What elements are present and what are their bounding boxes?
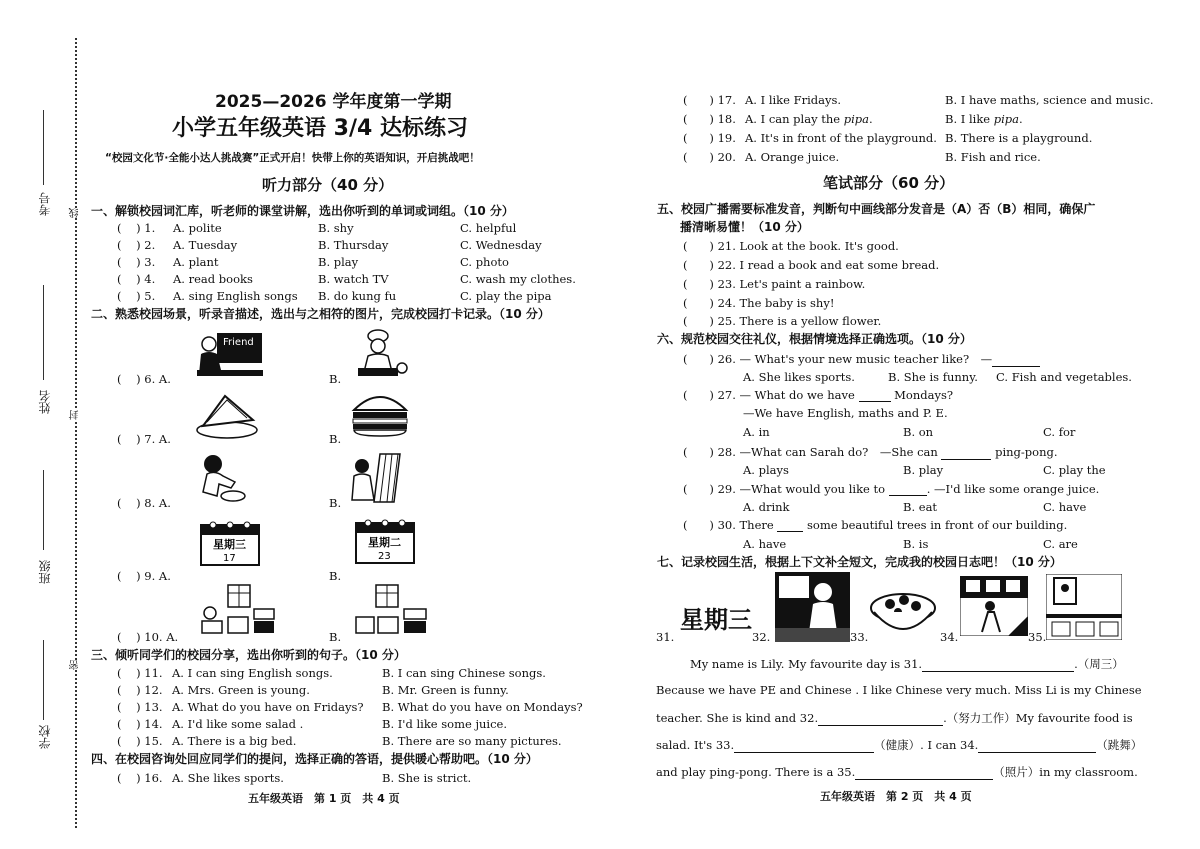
option-b[interactable]: B. bbox=[329, 569, 342, 583]
section-6-title: 六、规范校园交往礼仪，根据情境选择正确选项。（10 分） bbox=[657, 332, 972, 346]
option-a[interactable]: A. I can play the pipa. bbox=[745, 112, 873, 126]
question-row[interactable]: ( ) 22. I read a book and eat some bread. bbox=[683, 258, 940, 272]
option-a[interactable]: A. Mrs. Green is young. bbox=[172, 683, 310, 697]
question-number: ( ) 14. bbox=[117, 717, 163, 731]
question-number: ( ) 18. bbox=[683, 112, 736, 126]
question-number: ( ) 5. bbox=[117, 289, 156, 303]
option-b[interactable]: B. do kung fu bbox=[318, 289, 397, 303]
question-number: ( ) 16. bbox=[117, 771, 163, 785]
question-number: ( ) 8. A. bbox=[117, 496, 171, 510]
option-c[interactable]: C. play the pipa bbox=[460, 289, 552, 303]
option-c[interactable]: C. wash my clothes. bbox=[460, 272, 576, 286]
option-b[interactable]: B. There are so many pictures. bbox=[382, 734, 562, 748]
picture-number: 32. bbox=[752, 630, 771, 644]
option-a[interactable]: A. What do you have on Fridays? bbox=[172, 700, 364, 714]
section-1-title: 一、解锁校园词汇库，听老师的课堂讲解，选出你听到的单词或词组。（10 分） bbox=[91, 204, 514, 218]
option-b[interactable]: B. shy bbox=[318, 221, 354, 235]
seal-char: 封 bbox=[70, 410, 81, 420]
option-b[interactable]: B. bbox=[329, 372, 342, 386]
option-a[interactable]: A. plays bbox=[743, 463, 789, 477]
option-c[interactable]: C. play the bbox=[1043, 463, 1106, 477]
classroom-photo-picture[interactable] bbox=[1046, 574, 1122, 640]
question-number: ( ) 9. A. bbox=[117, 569, 171, 583]
passage-line-4: salad. It's 33. （健康）. I can 34. （跳舞） bbox=[656, 738, 1143, 752]
page-footer-1: 五年级英语 第 1 页 共 4 页 bbox=[248, 792, 400, 805]
option-b[interactable]: B. Thursday bbox=[318, 238, 389, 252]
section-2-title: 二、熟悉校园场景，听录音描述，选出与之相符的图片，完成校园打卡记录。（10 分） bbox=[91, 307, 550, 321]
written-heading: 笔试部分（60 分） bbox=[823, 174, 955, 192]
option-b[interactable]: B. She is strict. bbox=[382, 771, 472, 785]
option-b[interactable]: B. There is a playground. bbox=[945, 131, 1093, 145]
option-a[interactable]: A. have bbox=[743, 537, 787, 551]
question-number: ( ) 20. bbox=[683, 150, 736, 164]
question-number: ( ) 7. A. bbox=[117, 432, 171, 446]
school-year: 2025—2026 学年度第一学期 bbox=[215, 92, 452, 112]
seal-char: 密 bbox=[70, 660, 81, 670]
option-b[interactable]: B. bbox=[329, 432, 342, 446]
school-blank bbox=[43, 640, 44, 720]
binding-line bbox=[75, 38, 77, 828]
option-b[interactable]: B. on bbox=[903, 425, 934, 439]
question-number: ( ) 2. bbox=[117, 238, 156, 252]
option-b[interactable]: B. I like pipa. bbox=[945, 112, 1023, 126]
weekday-picture: 星期三 bbox=[680, 606, 752, 634]
question-number: ( ) 10. A. bbox=[117, 630, 179, 644]
question-number: ( ) 12. bbox=[117, 683, 163, 697]
passage-line-5: and play ping-pong. There is a 35. （照片）in my classroom. bbox=[656, 765, 1138, 779]
sandwich-picture[interactable] bbox=[195, 390, 260, 440]
question-number: ( ) 19. bbox=[683, 131, 736, 145]
option-c[interactable]: C. are bbox=[1043, 537, 1078, 551]
section-7-title: 七、记录校园生活，根据上下文补全短文，完成我的校园日志吧！（10 分） bbox=[657, 555, 1062, 569]
option-c[interactable]: C. Fish and vegetables. bbox=[996, 370, 1132, 384]
option-b[interactable]: B. play bbox=[903, 463, 944, 477]
teacher-blackboard-picture[interactable] bbox=[195, 330, 265, 378]
question-row[interactable]: ( ) 30. There some beautiful trees in front of our building. bbox=[683, 518, 1068, 532]
section-4-title: 四、在校园咨询处回应同学们的提问，选择正确的答语，提供暖心帮助吧。（10 分） bbox=[91, 752, 538, 766]
question-number: ( ) 1. bbox=[117, 221, 156, 235]
question-number: ( ) 4. bbox=[117, 272, 156, 286]
bedroom-furniture-picture[interactable] bbox=[198, 583, 278, 635]
option-b[interactable]: B. She is funny. bbox=[888, 370, 978, 384]
option-c[interactable]: C. have bbox=[1043, 500, 1087, 514]
picture-number: 31. bbox=[656, 630, 675, 644]
option-b[interactable]: B. I have maths, science and music. bbox=[945, 93, 1154, 107]
option-c[interactable]: C. Wednesday bbox=[460, 238, 542, 252]
option-a[interactable]: A. Tuesday bbox=[173, 238, 238, 252]
question-row[interactable]: ( ) 27. — What do we have Mondays? bbox=[683, 388, 954, 402]
picture-number: 34. bbox=[940, 630, 959, 644]
question-row[interactable]: ( ) 23. Let's paint a rainbow. bbox=[683, 277, 866, 291]
question-row[interactable]: ( ) 21. Look at the book. It's good. bbox=[683, 239, 899, 253]
option-a[interactable]: A. I like Fridays. bbox=[745, 93, 842, 107]
option-a[interactable]: A. There is a big bed. bbox=[172, 734, 297, 748]
option-a[interactable]: A. I can sing English songs. bbox=[172, 666, 333, 680]
question-row[interactable]: ( ) 24. The baby is shy! bbox=[683, 296, 835, 310]
option-a[interactable]: A. It's in front of the playground. bbox=[745, 131, 937, 145]
page-footer-2: 五年级英语 第 2 页 共 4 页 bbox=[820, 790, 972, 803]
option-a[interactable]: A. drink bbox=[743, 500, 790, 514]
option-b[interactable]: B. I can sing Chinese songs. bbox=[382, 666, 546, 680]
question-number: ( ) 17. bbox=[683, 93, 736, 107]
class-label: 班级 bbox=[38, 560, 52, 584]
question-row[interactable]: ( ) 26. — What's your new music teacher like? — bbox=[683, 351, 1040, 367]
hamburger-picture[interactable] bbox=[350, 388, 410, 438]
option-a[interactable]: A. I'd like some salad . bbox=[172, 717, 304, 731]
teacher-working-picture[interactable] bbox=[775, 572, 850, 642]
option-c[interactable]: C. for bbox=[1043, 425, 1076, 439]
option-b[interactable]: B. Mr. Green is funny. bbox=[382, 683, 509, 697]
calendar-day: 星期二 bbox=[368, 536, 401, 549]
question-number: ( ) 13. bbox=[117, 700, 163, 714]
option-a[interactable]: A. She likes sports. bbox=[172, 771, 284, 785]
page-title: 小学五年级英语 3/4 达标练习 bbox=[172, 116, 468, 141]
question-row[interactable]: ( ) 25. There is a yellow flower. bbox=[683, 314, 882, 328]
calendar-tuesday-picture[interactable] bbox=[350, 515, 420, 567]
school-label: 学校 bbox=[38, 725, 52, 749]
bedroom-furniture-picture[interactable] bbox=[352, 583, 432, 635]
option-b[interactable]: B. What do you have on Mondays? bbox=[382, 700, 583, 714]
option-a[interactable]: A. polite bbox=[173, 221, 222, 235]
picture-number: 35. bbox=[1028, 630, 1047, 644]
passage-line-3: teacher. She is kind and 32. .（努力工作）My favourite food is bbox=[656, 711, 1133, 725]
calendar-day: 星期三 bbox=[213, 538, 246, 551]
exam-no-blank bbox=[43, 110, 44, 185]
option-b[interactable]: B. bbox=[329, 496, 342, 510]
seal-char: 线 bbox=[70, 208, 81, 218]
painting-picture[interactable] bbox=[350, 450, 410, 505]
section-5-title-cont: 播清晰易懂！（10 分） bbox=[680, 220, 809, 234]
option-b[interactable]: B. Fish and rice. bbox=[945, 150, 1041, 164]
passage-line-2: Because we have PE and Chinese . I like Chinese very much. Miss Li is my Chinese bbox=[656, 683, 1142, 697]
slogan: “校园文化节·全能小达人挑战赛”正式开启！快带上你的英语知识，开启挑战吧！ bbox=[105, 152, 480, 164]
section-3-title: 三、倾听同学们的校园分享，选出你听到的句子。（10 分） bbox=[91, 648, 406, 662]
name-blank bbox=[43, 285, 44, 380]
board-text: Friend bbox=[223, 337, 254, 348]
class-blank bbox=[43, 470, 44, 550]
option-a[interactable]: A. in bbox=[743, 425, 770, 439]
question-row[interactable]: ( ) 29. —What would you like to . —I'd like some orange juice. bbox=[683, 482, 1100, 496]
washing-picture[interactable] bbox=[195, 452, 250, 504]
option-b[interactable]: B. play bbox=[318, 255, 359, 269]
question-number: ( ) 11. bbox=[117, 666, 163, 680]
calendar-date: 23 bbox=[378, 551, 391, 562]
section-5-title: 五、校园广播需要标准发音，判断句中画线部分发音是（A）否（B）相同，确保广 bbox=[657, 202, 1096, 216]
option-a[interactable]: A. sing English songs bbox=[173, 289, 298, 303]
option-a[interactable]: A. plant bbox=[173, 255, 219, 269]
answer-line: —We have English, maths and P. E. bbox=[743, 406, 948, 420]
option-b[interactable]: B. I'd like some juice. bbox=[382, 717, 508, 731]
option-b[interactable]: B. watch TV bbox=[318, 272, 389, 286]
option-b[interactable]: B. bbox=[329, 630, 342, 644]
question-number: ( ) 3. bbox=[117, 255, 156, 269]
calendar-wednesday-picture[interactable] bbox=[195, 517, 265, 569]
picture-number: 33. bbox=[850, 630, 869, 644]
option-a[interactable]: A. read books bbox=[173, 272, 253, 286]
option-a[interactable]: A. She likes sports. bbox=[743, 370, 855, 384]
question-row[interactable]: ( ) 28. —What can Sarah do? —She can ping-pong. bbox=[683, 445, 1058, 459]
dancing-picture[interactable] bbox=[960, 576, 1028, 636]
exam-no-label: 考号 bbox=[38, 192, 52, 216]
option-b[interactable]: B. is bbox=[903, 537, 929, 551]
salad-picture[interactable] bbox=[868, 584, 938, 639]
listening-heading: 听力部分（40 分） bbox=[262, 176, 394, 194]
question-number: ( ) 15. bbox=[117, 734, 163, 748]
option-a[interactable]: A. Orange juice. bbox=[745, 150, 840, 164]
name-label: 姓名 bbox=[38, 390, 52, 414]
question-number: ( ) 6. A. bbox=[117, 372, 171, 386]
passage-line-1: My name is Lily. My favourite day is 31. .（周三） bbox=[690, 657, 1124, 671]
option-c[interactable]: C. helpful bbox=[460, 221, 517, 235]
option-b[interactable]: B. eat bbox=[903, 500, 938, 514]
calendar-date: 17 bbox=[223, 553, 236, 564]
option-c[interactable]: C. photo bbox=[460, 255, 509, 269]
cook-picture[interactable] bbox=[350, 328, 410, 380]
